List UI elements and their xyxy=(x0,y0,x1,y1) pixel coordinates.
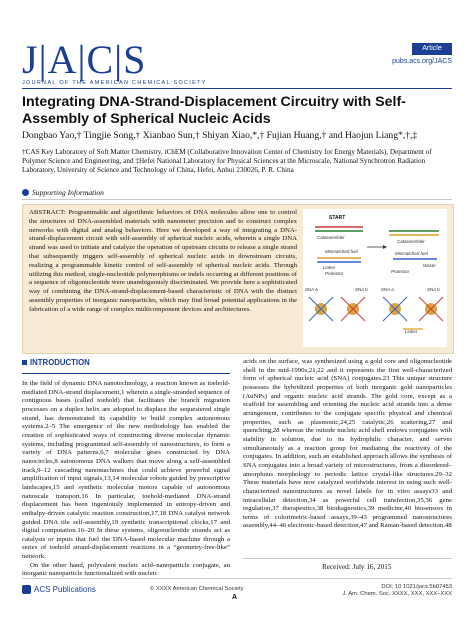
header-divider xyxy=(22,88,452,89)
toc-mismatched-fuel-label-right: Mismatched fuel xyxy=(395,251,428,256)
intro-paragraph-1: In the field of dynamic DNA nanotechnology, a reaction known as toehold-mediated DNA-strand displacement,1 wherein a single-stranded sequence of contiguous bases (called toehold) that facilitates the branch migration processes on a duplex helix are adopted to displace the sequestered single strand, has demonstrated its capability to build complex autonomous systems.2–5 The emergence of the new methodology has enabled the creation of sophisticated ways of constructing diverse molecular dynamic systems, including programmed self-assembly of nanostructures, to form a variety of DNA patterns,6,7 molecular gears constructed by DNA nanocircles,8 autonomous DNA walkers that move along a self-assembled track,9–12 cascading nanomachines that could achieve powerful signal amplification of input signals,13,14 molecular robots guided by prescriptive landscapes,15 and synthetic molecular motors capable of autonomous nanoscale transport.16 In particular, toehold-mediated DNA-strand displacement has been ingeniously implemented in entropy-driven and enthalpy-driven catalytic reaction construction,17,18 DNA catalyst network guided DNA tile self-assembly,19 synthetic transcriptional clocks,17 and digital computation.16–20 In these systems, oligonucleotide strands act as catalysts or inputs that fuel the DNA-based molecular machine through a series of toehold strand-displacement reactions in a “geometry-free-like” network. xyxy=(22,380,230,561)
acs-publications-logo[interactable] xyxy=(22,585,96,594)
toc-protector-label-right: Protector xyxy=(391,269,410,274)
doi-block[interactable] xyxy=(342,584,452,598)
section-square-icon xyxy=(22,360,27,365)
toc-sna-a-label: SNA a xyxy=(305,287,318,292)
author-list: Dongbao Yao,† Tingjie Song,† Xianbao Sun,† Shiyan Xiao,*,† Fujian Huang,† and Haojun Liang*,†,‡ xyxy=(22,130,418,141)
toc-protector-label: Protector xyxy=(325,271,344,276)
citation-text: J. Am. Chem. Soc. XXXX, XXX, XXX–XXX xyxy=(342,591,452,597)
toc-waste-label: Waste xyxy=(423,263,436,268)
toc-mismatched-fuel-label: Mismatched fuel xyxy=(325,249,358,254)
info-icon xyxy=(22,189,29,196)
toc-catassembler-label-right: Catassembler xyxy=(397,239,425,244)
toc-start-label: START xyxy=(329,215,346,221)
received-divider xyxy=(243,558,452,559)
affiliations: †CAS Key Laboratory of Soft Matter Chemistry, iChEM (Collaborative Innovation Center of Chemistry for Energy Materials), Department of Polymer Science and Engineering, and ‡Hefei National Laboratory for Physical Sciences at the Microscale, National Synchrotron Radiation Laboratory, University of Science and Technology of China, Hefei, Anhui 230026, P. R. China xyxy=(22,148,432,175)
intro-paragraph-3: acids on the surface, was synthesized using a gold core and oligonucleotide shell in the mid-1990s,21,22 and it represents the first well-characterized form of spherical nucleic acid (SNA) conjugates.23 This unique structure possesses the hybridized properties of both inorganic gold nanoparticles (AuNPs) and organic nucleic acid strands. The gold core, except as a scaffold for assembling and orienting the nucleic acid strands into a dense arrangement, contributes to the conjugate specific physical and chemical properties, such as plasmonic,24,25 catalytic,26 scattering,27 and quenching,28 whereas the outside nucleic acid shell endows conjugates with stability in solution, due to its hydrophilic character, and serves simultaneously as a reaction group for mediating the reactivity of the conjugates. In addition, such an established approach allows the synthesis of SNA conjugates into a broad variety of microstructures, from a disordered–amorphous morphology to periodic lattice crystal-like structures.29–32 These materials have now catalyzed worldwide interest in using such well-characterized nanostructures as novel labels for in vitro assays33 and intracellular detection,34 as powerful cell transfection,35,36 gene regulation,37 therapeutics,38 biodiagnostics,39 medicine,40 biosensors in terms of colorimetric-based assays,39–43 programmed nanostructures assembly,44–46 electronic-based detection,47 and Raman-based detection.48 xyxy=(243,358,452,530)
toc-graphic xyxy=(303,209,447,347)
toc-sna-a-label-right: SNA a xyxy=(381,287,394,292)
abstract-text: ABSTRACT: Programmable and algorithmic behaviors of DNA molecules allow one to control the structures of DNA-assembled materials with nanometer precision and to construct complex networks with digital and analog behaviors. Here we developed a way of integrating a DNA-strand-displacement circuit with self-assembly of spherical nucleic acids, wherein a single DNA strand was used to initiate and catalyze the operation of upstream circuits to release a single strand that subsequently triggers self-assembly of spherical nucleic acids in downstream circuits, realizing a programmable kinetic control of self-assembly of spherical nucleic acids. Through utilizing this method, single-nucleotide polymorphisms or indels occurring at different positions of a sequence of oligonucleotide were unambiguously discriminated. We provide here a sophisticated way of combining the DNA-strand-displacement-based characteristic of DNA with the distinct assembly properties of inorganic nanoparticles, which may find broad potential applications in the fabrication of a wide range of complex multicomponent devices and architectures. xyxy=(29,209,297,313)
toc-linker-label: Linker xyxy=(323,265,336,270)
received-label: Received: xyxy=(322,563,351,571)
received-date-line xyxy=(322,563,391,571)
supporting-divider xyxy=(22,199,452,200)
intro-heading-label: INTRODUCTION xyxy=(30,358,90,367)
page-number: A xyxy=(232,594,238,601)
journal-logo: J|A|C|S xyxy=(22,37,147,82)
intro-left-column xyxy=(22,358,230,579)
supporting-information-label: Supporting Information xyxy=(32,188,104,197)
supporting-information-link[interactable] xyxy=(22,188,104,197)
paper-title: Integrating DNA-Strand-Displacement Circuitry with Self-Assembly of Spherical Nucleic Acids xyxy=(22,94,406,127)
intro-right-column xyxy=(243,358,452,531)
intro-heading-rule xyxy=(22,373,230,374)
journal-url-link[interactable]: pubs.acs.org/JACS xyxy=(392,58,452,65)
toc-sna-b-label-right: SNA b xyxy=(427,287,440,292)
intro-paragraph-2: On the other hand, polyvalent nucleic acid–nanoparticle conjugate, an inorganic nanoparticle functionalized with nucleic xyxy=(22,561,230,578)
acs-logo-icon xyxy=(22,585,31,594)
footer-divider xyxy=(22,578,452,579)
toc-catassembler-label: Catassembler xyxy=(317,235,345,240)
toc-assembly-linker-label: Linker xyxy=(405,329,418,334)
doi-text[interactable]: DOI: 10.1021/jacs.5b07453 xyxy=(381,584,452,590)
acs-publications-label: ACS Publications xyxy=(34,585,96,594)
article-type-badge: Article xyxy=(412,43,452,55)
toc-sna-b-label: SNA b xyxy=(355,287,368,292)
intro-heading xyxy=(22,358,230,367)
copyright-notice: © XXXX American Chemical Society xyxy=(150,586,244,592)
received-date: July 16, 2015 xyxy=(352,563,392,571)
journal-full-name: JOURNAL OF THE AMERICAN CHEMICAL SOCIETY xyxy=(22,80,207,86)
